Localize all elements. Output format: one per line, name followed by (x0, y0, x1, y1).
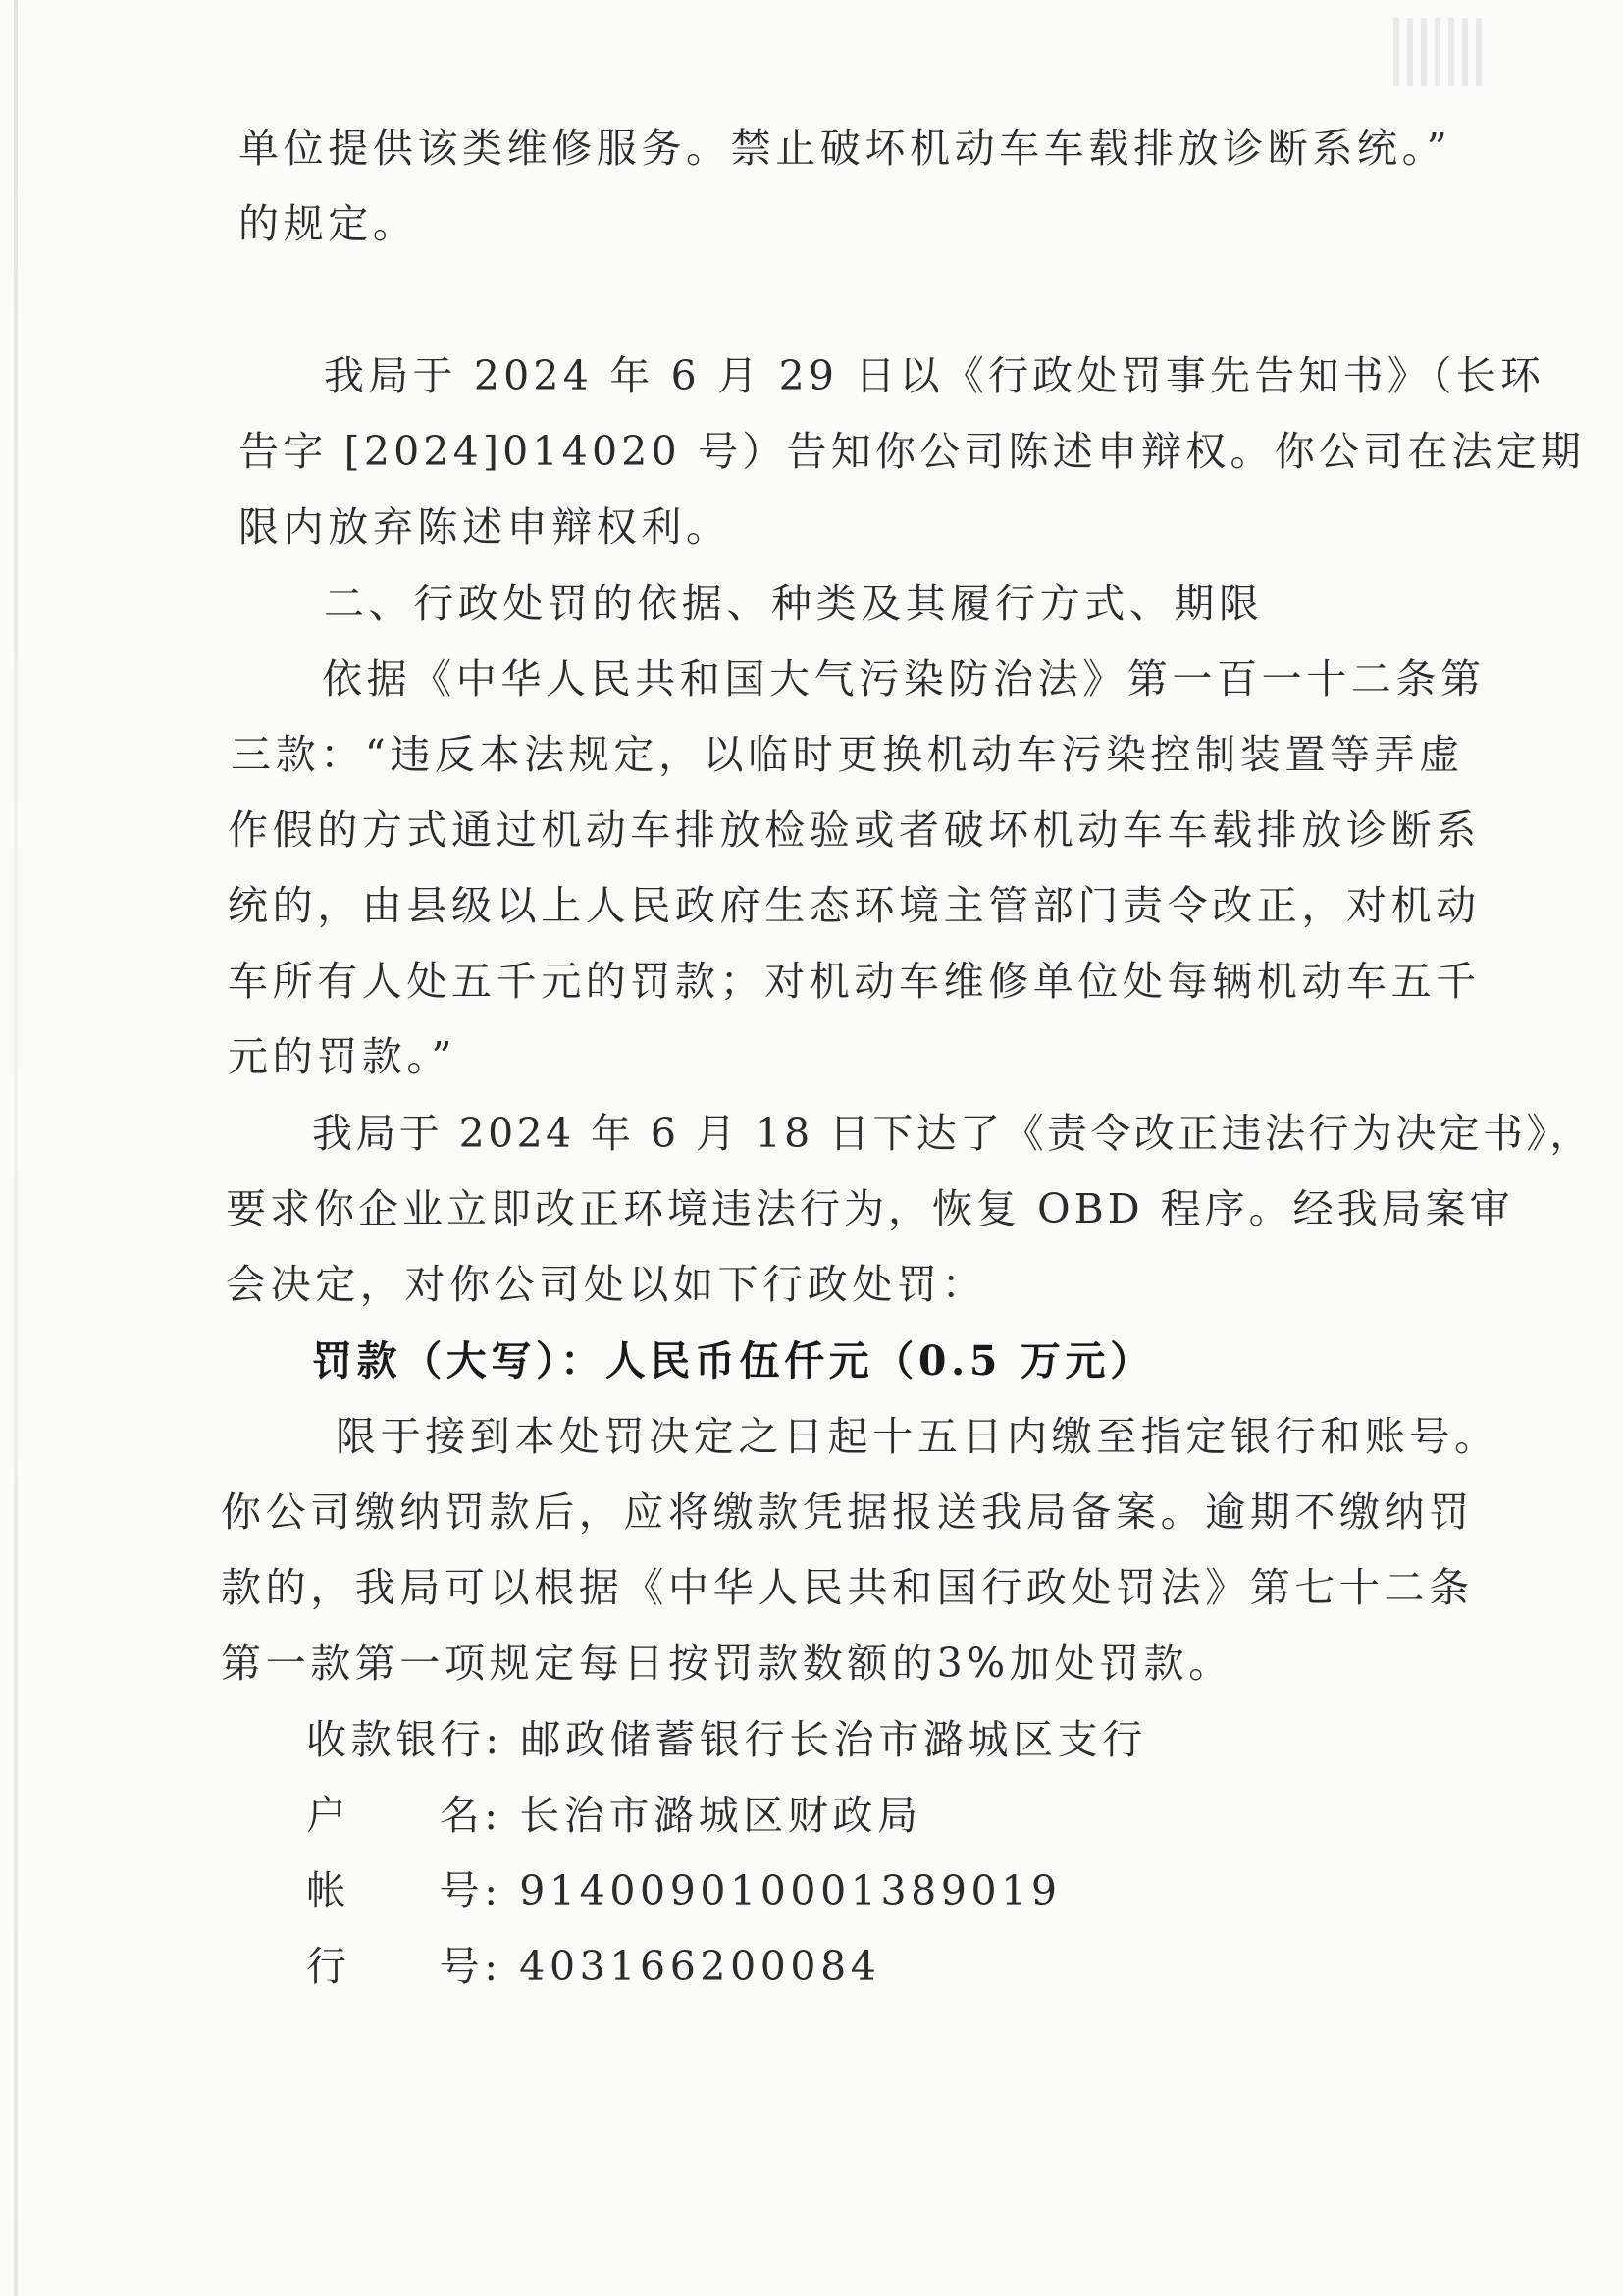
paragraph-line: 你公司缴纳罚款后，应将缴款凭据报送我局备案。逾期不缴纳罚 (221, 1488, 1474, 1536)
account-name-row (306, 1791, 922, 1840)
account-number-row (306, 1866, 1062, 1915)
paragraph-line: 我局于 2024 年 6 月 18 日下达了《责令改正违法行为决定书》， (312, 1110, 1594, 1157)
scan-artifact (1393, 18, 1482, 86)
penalty-amount: 罚款（大写）：人民币伍仟元（0.5 万元） (312, 1337, 1155, 1384)
paragraph-line: 三款：“违反本法规定，以临时更换机动车污染控制装置等弄虚 (231, 731, 1464, 778)
paragraph-line: 统的，由县级以上人民政府生态环境主管部门责令改正，对机动 (228, 882, 1481, 929)
bank-number-label: 行 (306, 1943, 351, 1990)
account-number-value: 914009010001389019 (519, 1867, 1062, 1914)
section-heading: 二、行政处罚的依据、种类及其履行方式、期限 (324, 580, 1264, 627)
account-name-value: 长治市潞城区财政局 (519, 1792, 922, 1839)
paragraph-line: 限内放弃陈述申辩权利。 (238, 503, 731, 550)
paragraph-line: 会决定，对你公司处以如下行政处罚： (226, 1261, 987, 1308)
paragraph-line: 款的，我局可以根据《中华人民共和国行政处罚法》第七十二条 (221, 1564, 1474, 1611)
scan-edge (14, 0, 18, 2296)
paragraph-line: 要求你企业立即改正环境违法行为，恢复 OBD 程序。经我局案审 (226, 1185, 1514, 1232)
account-number-label: 帐 (306, 1867, 351, 1914)
bank-number-label-suffix: 号: (439, 1943, 502, 1990)
bank-number-value: 403166200084 (519, 1943, 881, 1990)
bank-number-row (306, 1942, 881, 1991)
paragraph-line: 限于接到本处罚决定之日起十五日内缴至指定银行和账号。 (336, 1413, 1499, 1460)
paragraph-line: 作假的方式通过机动车排放检验或者破坏机动车车载排放诊断系 (228, 807, 1481, 854)
account-number-label-suffix: 号: (439, 1867, 502, 1914)
bank-name-row (306, 1715, 1147, 1764)
bank-value: 邮政储蓄银行长治市潞城区支行 (520, 1716, 1147, 1763)
bank-label: 收款银行: (306, 1716, 503, 1763)
paragraph-line: 的规定。 (238, 200, 418, 247)
paragraph-line: 我局于 2024 年 6 月 29 日以《行政处罚事先告知书》（长环 (324, 352, 1545, 399)
account-name-label: 户 (306, 1792, 351, 1839)
paragraph-line: 车所有人处五千元的罚款；对机动车维修单位处每辆机动车五千 (228, 958, 1481, 1005)
paragraph-line: 元的罚款。” (228, 1033, 457, 1080)
account-name-label-suffix: 名: (439, 1792, 502, 1839)
paragraph-line: 第一款第一项规定每日按罚款数额的3%加处罚款。 (221, 1640, 1233, 1687)
paragraph-line: 依据《中华人民共和国大气污染防治法》第一百一十二条第 (322, 655, 1486, 703)
paragraph-line: 告字 [2024]014020 号）告知你公司陈述申辩权。你公司在法定期 (238, 428, 1586, 475)
paragraph-line: 单位提供该类维修服务。禁止破坏机动车车载排放诊断系统。” (238, 125, 1452, 172)
